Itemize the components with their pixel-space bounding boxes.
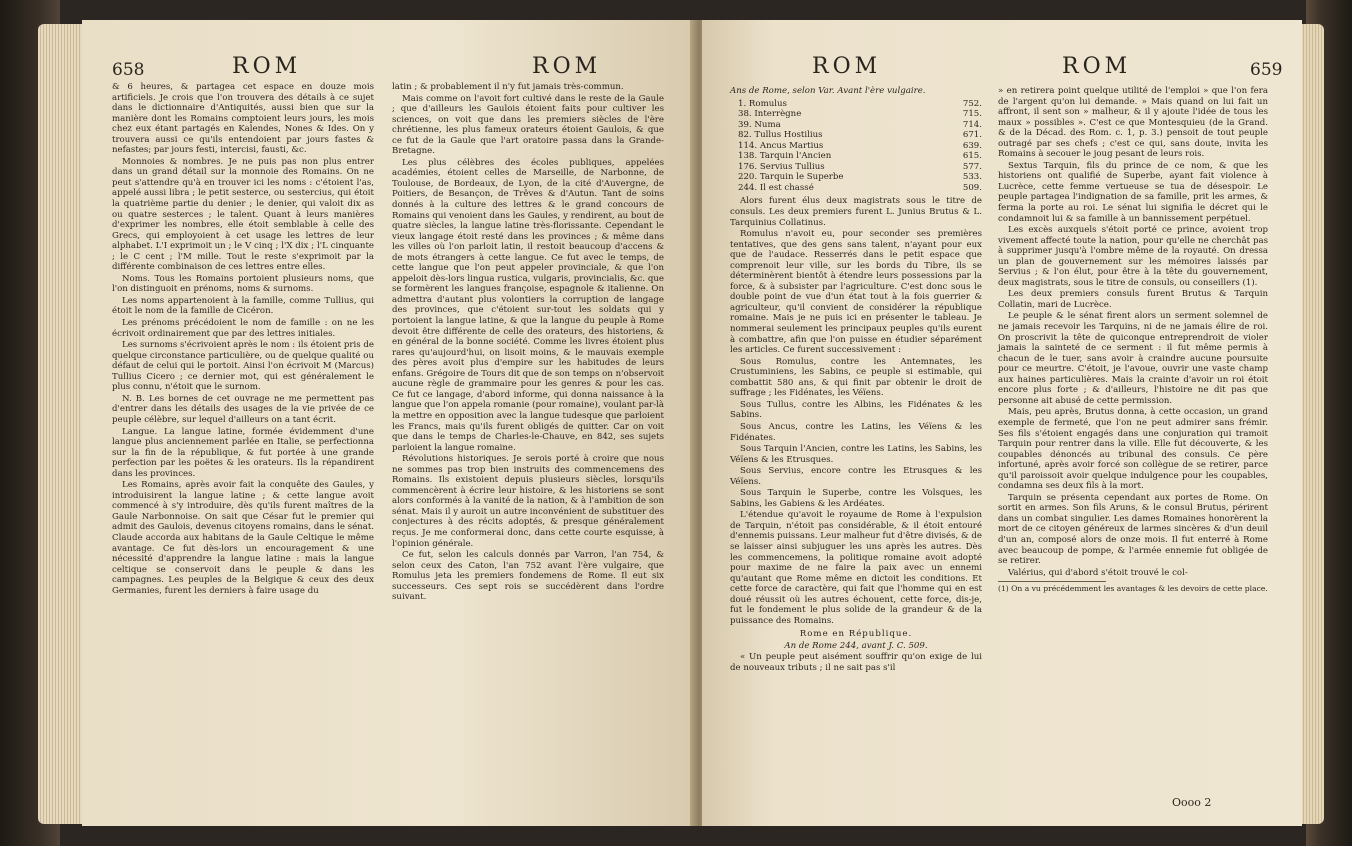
paragraph: N. B. Les bornes de cet ouvrage ne me permettent pas d'entrer dans les détails des usages de la vie privée de ce peuple célèbre, sur lequel d'ailleurs on a tant écrit. [112,393,374,425]
paragraph: latin ; & probablement il n'y fut jamais très-commun. [392,82,624,92]
paragraph: Révolutions historiques. Je serois porté à croire que nous ne sommes pas trop bien instruits des commencemens des Romains. Ils existoient depuis plusieurs siècles, lorsqu'ils commencèrent à écrire leur histoire, & les historiens se sont alors conformés à la vanité de la nation, & à l'ambition de son sénat. Mais il y auroit un autre inconvénient de substituer des conjectures à des récits adoptés, & presque généralement reçus. Je me conformerai donc, dans cette courte esquisse, à l'opinion générale. [392,454,664,549]
right-running-head-1: ROM [812,54,882,79]
paragraph: Sous Tarquin l'Ancien, contre les Latins, les Sabins, les Véïens & les Etrusques. [730,444,982,465]
paragraph: Sous Servius, encore contre les Etrusques & les Véïens. [730,466,982,487]
right-page-number: 659 [1250,60,1283,80]
list-item: 138. Tarquin l'Ancien 615. [738,151,982,162]
paragraph: & 6 heures, & partagea cet espace en douze mois artificiels. Je crois que l'on trouvera des détails à ce sujet dans le dictionnaire d'Antiquités, aussi bien que sur la manière dont les Romains comptoient leurs jours, les mois chez eux étant partagés en Kalendes, Nones & Ides. On y trouvera aussi ce qu'ils entendoient par jours fastes & nefastes; par jours festi, intercisi, fausti, &c. [112,82,374,156]
footnote: (1) On a vu précédemment les avantages & les devoirs de cette place. [998,584,1268,594]
right-column-1 [730,86,982,675]
king-table-heading: Ans de Rome, selon Var. Avant l'ère vulgaire. [730,86,926,96]
paragraph: Les Romains, après avoir fait la conquête des Gaules, y introduisirent la langue latine ; & cette langue avoit commencé à s'y introduire, dès qu'ils furent maîtres de la Gaule Narbonnoise. On sait que César fut le premier qui admit des Gaulois, devenus citoyens romains, dans le sénat. Claude accorda aux habitans de la Gaule Celtique le même avantage. Ce fut dès-lors un encouragement & une nécessité d'apprendre la langue latine : mais la langue celtique se conservoit dans le peuple & dans les campagnes. Les peuples de la Belgique & ceux des deux Germanies, furent les derniers à faire usage du [112,480,374,596]
right-page [702,20,1302,826]
right-column-2 [998,86,1268,594]
list-item: 176. Servius Tullius 577. [738,161,982,172]
paragraph: Mais comme on l'avoit fort cultivé dans le reste de la Gaule ; que d'ailleurs les Gaulois étoient faits pour cultiver les sciences, on voit que dans les premiers siècles de l'ère chrétienne, les plus fameux orateurs étoient Gaulois, & que ce fut de la Gaule que l'art oratoire passa dans la Grande-Bretagne. [392,93,664,157]
section-subtitle: An de Rome 244, avant J. C. 509. [784,640,928,651]
paragraph: Noms. Tous les Romains portoient plusieurs noms, que l'on distinguoit en prénoms, noms & surnoms. [112,273,374,295]
section-title: Rome en République. [799,629,913,640]
paragraph: Les excès auxquels s'étoit porté ce prince, avoient trop vivement affecté toute la nation, pour qu'elle ne cherchât pas à supprimer jusqu'à l'ombre même de la royauté. On dressa un plan de gouvernement sur les mémoires laissés par Servius ; & l'on élut, pour être à la tête du gouvernement, deux magistrats, sous le titre de consuls, ou conseillers (1). [998,225,1268,288]
kings-list [730,99,982,194]
list-item: 220. Tarquin le Superbe 533. [738,172,982,183]
left-page [82,20,696,826]
left-page-edges [38,24,88,824]
paragraph: » en retirera point quelque utilité de l'emploi » que l'on fera de l'argent qu'on lui demande. » Mais quand on lui fait un affront, il sent son » malheur, & il y ajoute l'idée de tous les maux » possibles ». C'est ce que Montesquieu (de la Grand. & de la Décad. des Rom. c. 1, p. 3.) pensoit de tout peuple outragé par ses chefs ; c'est ce qui, sans doute, invita les Romains à secouer le joug pesant de leurs rois. [998,86,1268,160]
paragraph: Langue. La langue latine, formée évidemment d'une langue plus anciennement parlée en Italie, se perfectionna sur la fin de la république, & fut portée à une grande perfection par les poëtes & les orateurs. Ils la répandirent dans les provinces. [112,426,374,479]
paragraph: Tarquin se présenta cependant aux portes de Rome. On sortit en armes. Son fils Aruns, & le consul Brutus, périrent dans un combat singulier. Les dames Romaines honorèrent la mort de ce citoyen généreux de larmes sincères & d'un deuil d'un an, composé alors de onze mois. Il fut enterré à Rome avec beaucoup de pompe, & l'armée ennemie fut obligée de se retirer. [998,492,1268,567]
paragraph: Sous Romulus, contre les Antemnates, les Crustuminiens, les Sabins, ce peuple si estimable, qui combattit 580 ans, & qui finit par obtenir le droit de suffrage ; les Fidénates, les Véïens. [730,356,982,399]
paragraph: Le peuple & le sénat firent alors un serment solemnel de ne jamais recevoir les Tarquins, ni de ne jamais élire de roi. On proscrivit la tête de quiconque entreprendroit de violer jamais la sainteté de ce serment : il fut même permis à chacun de le tuer, sans avoir à craindre aucune poursuite pour ce meurtre. C'étoit, je l'avoue, ouvrir une vaste champ aux haines particulières. Mais la crainte d'avoir un roi étoit encore plus forte ; & d'ailleurs, l'histoire ne dit pas que personne ait abusé de cette permission. [998,311,1268,406]
right-running-head-2: ROM [1062,54,1132,79]
left-running-head-1: ROM [232,54,302,79]
left-column-2 [392,82,664,604]
left-column-1 [112,82,374,597]
list-item: 82. Tullus Hostilius 671. [738,130,982,141]
left-running-head-2: ROM [532,54,602,79]
paragraph: L'étendue qu'avoit le royaume de Rome à l'expulsion de Tarquin, n'étoit pas considérable, & il étoit entouré d'ennemis puissans. Leur malheur fut d'être divisés, & de se laisser ainsi subjuguer les uns après les autres. Dès les commencemens, la politique romaine avoit adopté pour maxime de ne faire la paix avec un ennemi qu'autant que Rome même en dictoit les conditions. Et cette force de caractère, qui fait que l'homme qui en est doué réussit où les autres échouent, cette force, dis-je, fut le fondement le plus solide de la grandeur & de la puissance des Romains. [730,510,982,626]
paragraph: Romulus n'avoit eu, pour seconder ses premières tentatives, que des gens sans talent, n'ayant pour eux que de l'audace. Resserrés dans le petit espace que comprenoit leur ville, sur les bords du Tibre, ils se déterminèrent bientôt à étendre leurs possessions par la force, & à subsister par l'agriculture. C'est donc sous le double point de vue d'un état tout à la fois guerrier & agriculteur, qu'il convient de considérer la république romaine. Mais je ne puis ici en présenter le tableau. Je nommerai seulement les principaux peuples qu'ils eurent à combattre, afin que l'on puisse en étudier séparément les articles. Ce furent successivement : [730,229,982,356]
list-item: 38. Interrègne 715. [738,109,982,120]
paragraph: Monnoies & nombres. Je ne puis pas non plus entrer dans un grand détail sur la monnoie des Romains. On ne peut s'attendre qu'à en trouver ici les noms : c'étoient l'as, appelé aussi libra ; le petit sesterce, ou sestercius, qui étoit la quatrième partie du denier ; le denier, qui valoit dix as ou quatre sesterces ; le talent. Quant à leurs manières d'exprimer les nombres, elle étoit semblable à celle des Grecs, qui employoient à cet usage les lettres de leur alphabet. L'I exprimoit un ; le V cinq ; l'X dix ; l'L cinquante ; le C cent ; l'M mille. Tout le reste s'exprimoit par la différente combinaison de ces lettres entre elles. [112,156,374,273]
paragraph: Alors furent élus deux magistrats sous le titre de consuls. Les deux premiers furent L. Junius Brutus & L. Tarquinius Collatinus. [730,196,982,228]
list-item: 244. Il est chassé 509. [738,182,982,193]
paragraph: Les noms appartenoient à la famille, comme Tullius, qui étoit le nom de la famille de Cicéron. [112,295,374,317]
paragraph: Ce fut, selon les calculs donnés par Varron, l'an 754, & selon ceux des Caton, l'an 752 avant l'ère vulgaire, que Romulus jeta les premiers fondemens de Rome. Il eut six successeurs. Ces sept rois se succédèrent dans l'ordre suivant. [392,550,664,603]
paragraph: Sextus Tarquin, fils du prince de ce nom, & que les historiens ont qualifié de Superbe, ayant fait violence à Lucrèce, cette femme vertueuse se tua de désespoir. Le peuple partagea l'indignation de sa famille, prit les armes, & ferma la porte au roi. Le sénat lui signifia le décret qui le condamnoit lui & sa famille à un bannissement perpétuel. [998,160,1268,224]
paragraph: Les surnoms s'écrivoient après le nom : ils étoient pris de quelque circonstance particulière, ou de quelque qualité ou défaut de celui qui le portoit. Ainsi l'on écrivoit M (Marcus) Tullius Cicero ; ce dernier mot, qui est généralement le plus connu, n'étoit que le surnom. [112,340,374,393]
paragraph: Sous Tarquin le Superbe, contre les Volsques, les Sabins, les Gabiens & les Ardéates. [730,488,982,509]
list-item: 114. Ancus Martius 639. [738,140,982,151]
paragraph: Sous Ancus, contre les Latins, les Véïens & les Fidénates. [730,421,982,443]
paragraph: Sous Tullus, contre les Albins, les Fidénates & les Sabins. [730,399,982,421]
footnote-rule [998,581,1106,582]
list-item: 1. Romulus 752. [738,98,982,109]
paragraph: Valérius, qui d'abord s'étoit trouvé le col- [1008,567,1188,578]
left-page-number: 658 [112,60,145,80]
list-item: 39. Numa 714. [738,119,982,130]
paragraph: Les prénoms précédoient le nom de famille : on ne les écrivoit ordinairement que par des lettres initiales. [112,318,374,339]
paragraph: « Un peuple peut aisément souffrir qu'on exige de lui de nouveaux tributs ; il ne sait pas s'il [730,652,982,673]
paragraph: Les deux premiers consuls furent Brutus & Tarquin Collatin, mari de Lucrèce. [998,289,1268,310]
paragraph: Mais, peu après, Brutus donna, à cette occasion, un grand exemple de fermeté, que l'on ne peut admirer sans frémir. Ses fils s'étoient engagés dans une conjuration qui tramoit Tarquin pour rentrer dans la ville. Elle fut découverte, & les coupables dénoncés au tribunal des consuls. Ce père infortuné, après avoir forcé son collègue de se retirer, parce qu'il paroissoit avoir quelque indulgence pour les coupables, condamna ses deux fils à la mort. [998,407,1268,492]
printer-signature: Oooo 2 [1172,796,1212,809]
paragraph: Les plus célèbres des écoles publiques, appelées académies, étoient celles de Marseille, de Narbonne, de Toulouse, de Bordeaux, de Lyon, de la cité d'Auvergne, de Poitiers, de Besançon, de Trêves & d'Autun. Tant de soins donnés à la culture des lettres & le grand concours de Romains qui venoient dans les Gaules, y rendirent, au bout de quatre siècles, la langue latine très-florissante. Cependant le vieux langage étoit resté dans les provinces ; & même dans les villes où l'on parloit latin, il restoit beaucoup d'accens & de mots étrangers à cette langue. Ce fut avec le temps, de cette langue que l'on peut appeler provinciale, & que l'on appeloit dès-lors lingua rustica, vulgaris, provincialis, &c. que se formèrent les langues françoise, espagnole & italienne. On admettra d'autant plus volontiers la corruption de langage des provinces, que c'étoient sur-tout les soldats qui y portoient la langue latine, & que la langue du peuple à Rome devoit être différente de celle des orateurs, des historiens, & en général de la bonne société. Comme les livres étoient plus rares qu'aujourd'hui, on lisoit moins, & le mauvais exemple des pères avoit plus d'empire sur les habitudes de leurs enfans. Grégoire de Tours dit que de son temps on n'observoit aucune règle de grammaire pour les genres & pour les cas. Ce fut ce langage, d'abord informe, qui donna naissance à la langue que l'on appela romanie (pour romaine), voulant par-là la mettre en opposition avec la langue tudesque que parloient les Francs, mais qu'ils furent obligés de quitter. Car on voit que dans le temps de Charles-le-Chauve, en 842, ses sujets parloient la langue romaine. [392,157,664,453]
